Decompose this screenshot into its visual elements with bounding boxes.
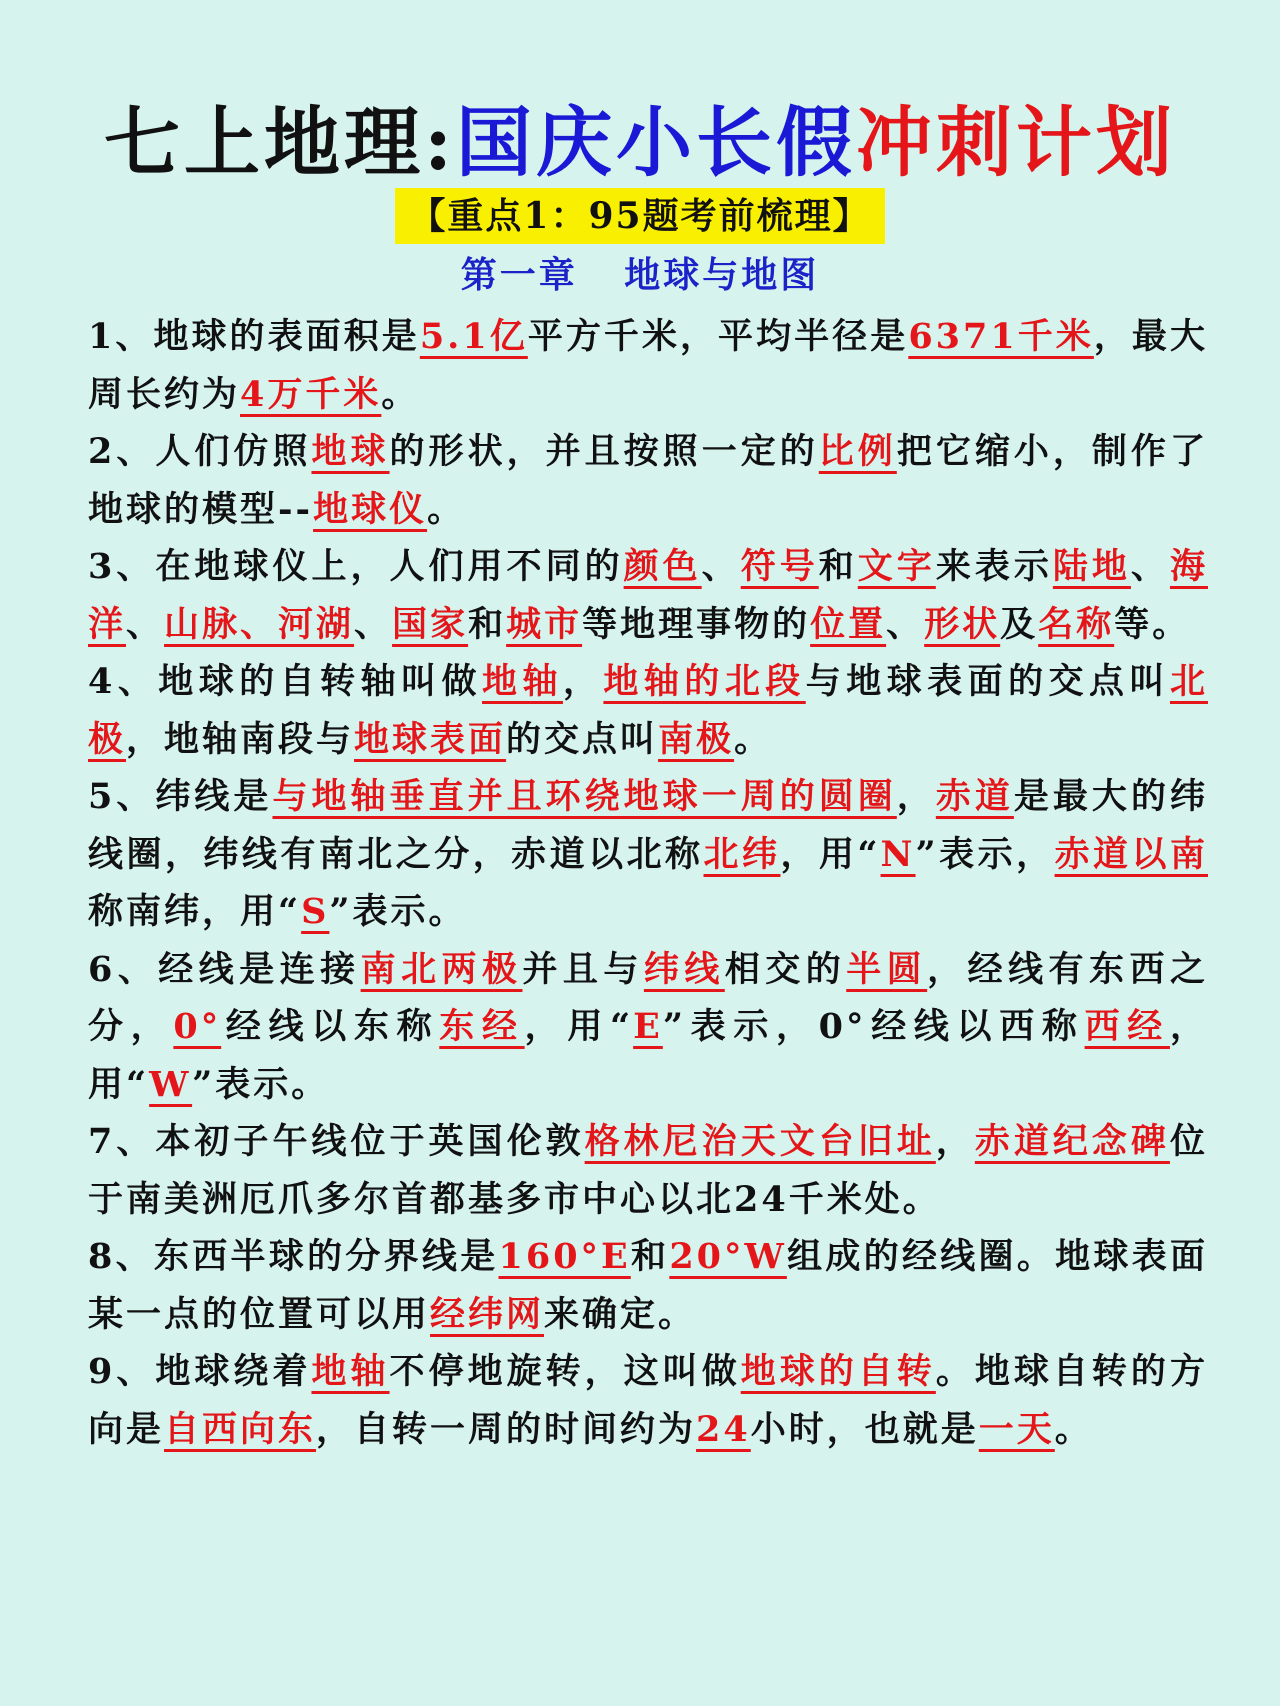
question-text: 2、人们仿照 [88, 431, 312, 472]
question-text: 和 [468, 603, 507, 645]
answer-highlight: 地球 [311, 431, 390, 472]
question-text: 并且与 [522, 948, 644, 990]
answer-highlight: 形状 [924, 603, 1001, 645]
question-text: 、 [1130, 546, 1170, 587]
question-text: 、 [701, 546, 741, 587]
answer-highlight: 与地轴垂直并且环绕地球一周的圆圈 [272, 776, 897, 817]
chapter-heading: 第一章 地球与地图 [460, 254, 820, 296]
question-text: 7、本初子午线位于英国伦敦 [88, 1121, 585, 1162]
question-text: ，经线有东西之分， [88, 948, 1208, 1047]
title-part-holiday: 国庆小长假 [456, 98, 857, 187]
question-text: 、 [886, 603, 925, 645]
title-part-plan: 冲刺计划 [856, 98, 1177, 187]
answer-highlight: 海洋 [88, 546, 1208, 645]
answer-highlight: 24 [696, 1408, 751, 1450]
answer-highlight: 一天 [978, 1408, 1055, 1450]
answer-highlight: 160°E [498, 1236, 631, 1277]
question-text: 9、地球绕着 [88, 1351, 312, 1392]
answer-highlight: 南极 [658, 718, 735, 760]
question-text: 1、地球的表面积是 [88, 316, 420, 357]
answer-highlight: 6371千米 [908, 316, 1094, 357]
answer-highlight: N [880, 833, 916, 875]
answer-highlight: 南北两极 [360, 948, 523, 990]
question-text: ，用“ [88, 1006, 1208, 1105]
question-text: ，自转一周的时间约为 [316, 1408, 697, 1450]
question-text: 等地理事物的 [582, 603, 811, 645]
key-point-badge: 【重点1：95题考前梳理】 [395, 188, 884, 244]
answer-highlight: 颜色 [623, 546, 702, 587]
answer-highlight: 地轴 [482, 661, 563, 702]
question-text: 。 [734, 718, 773, 760]
question-text: 把它缩小，制作了地球的模型-- [88, 431, 1208, 530]
question-item [88, 1113, 1208, 1228]
question-item [88, 1228, 1208, 1343]
question-text: ”表示。 [329, 891, 467, 932]
question-text: 8、东西半球的分界线是 [88, 1236, 499, 1277]
question-text: ，用“ [780, 833, 881, 875]
question-text: 位于南美洲厄爪多尔首都基多市中心以北24千米处。 [88, 1121, 1208, 1220]
answer-highlight: W [149, 1063, 193, 1105]
question-item [88, 768, 1208, 941]
question-text: 是最大的纬线圈，纬线有南北之分，赤道以北称 [88, 776, 1208, 875]
question-text: 6、经线是连接 [88, 948, 361, 990]
answer-highlight: 半圆 [846, 948, 928, 990]
answer-highlight: 地轴 [311, 1351, 390, 1392]
question-item [88, 941, 1208, 1114]
question-text: 经线以东称 [221, 1006, 440, 1047]
question-text: 、 [354, 603, 393, 645]
question-text: 称南纬，用“ [88, 891, 302, 932]
question-item [88, 423, 1208, 538]
answer-highlight: 地球的自转 [740, 1351, 936, 1392]
question-text: 的形状，并且按照一定的 [389, 431, 819, 472]
question-text: 及 [1000, 603, 1039, 645]
question-text: 。 [1054, 1408, 1093, 1450]
question-item [88, 1343, 1208, 1458]
question-text: 组成的经线圈。地球表面某一点的位置可以用 [88, 1236, 1208, 1335]
question-text: 3、在地球仪上，人们用不同的 [88, 546, 624, 587]
answer-highlight: 比例 [818, 431, 897, 472]
answer-highlight: S [301, 891, 330, 932]
question-text: ， [935, 1121, 975, 1162]
question-text: ，最大周长约为 [88, 316, 1208, 415]
page-title [0, 98, 1280, 188]
question-text: ”表示， [915, 833, 1055, 875]
question-list [88, 308, 1208, 1458]
answer-highlight: 地球表面 [354, 718, 507, 760]
answer-highlight: E [633, 1006, 663, 1047]
answer-highlight: 格林尼治天文台旧址 [584, 1121, 936, 1162]
question-text: 的交点叫 [506, 718, 659, 760]
answer-highlight: 赤道 [935, 776, 1014, 817]
answer-highlight: 自西向东 [164, 1408, 317, 1450]
question-text: 相交的 [724, 948, 847, 990]
question-text: ，用“ [524, 1006, 634, 1047]
answer-highlight: 西经 [1084, 1006, 1170, 1047]
question-item [88, 308, 1208, 423]
question-text: ，地轴南段与 [126, 718, 355, 760]
question-text: 不停地旋转，这叫做 [389, 1351, 741, 1392]
answer-highlight: 20°W [669, 1236, 787, 1277]
answer-highlight: 文字 [857, 546, 936, 587]
question-text: 。地球自转的方向是 [88, 1351, 1208, 1450]
answer-highlight: 陆地 [1052, 546, 1131, 587]
question-text: 、 [126, 603, 165, 645]
question-text: 与地球表面的交点叫 [805, 661, 1170, 702]
answer-highlight: 5.1亿 [419, 316, 528, 357]
question-text: ”表示，0°经线以西称 [662, 1006, 1085, 1047]
question-text: 平方千米，平均半径是 [527, 316, 909, 357]
answer-highlight: 赤道以南 [1054, 833, 1208, 875]
question-text: 。 [381, 373, 420, 415]
answer-highlight: 山脉、河湖 [164, 603, 355, 645]
badge-row [0, 188, 1280, 244]
answer-highlight: 地球仪 [313, 488, 428, 530]
answer-highlight: 4万千米 [240, 373, 382, 415]
answer-highlight: 纬线 [643, 948, 725, 990]
question-text: ， [896, 776, 936, 817]
question-text: 来确定。 [544, 1293, 697, 1335]
answer-highlight: 地轴的北段 [603, 661, 806, 702]
answer-highlight: 赤道纪念碑 [974, 1121, 1170, 1162]
answer-highlight: 北纬 [703, 833, 781, 875]
answer-highlight: 名称 [1038, 603, 1115, 645]
question-item [88, 538, 1208, 653]
question-text: 。 [427, 488, 466, 530]
answer-highlight: 经纬网 [430, 1293, 545, 1335]
answer-highlight: 位置 [810, 603, 887, 645]
answer-highlight: 0° [173, 1006, 222, 1047]
answer-highlight: 国家 [392, 603, 469, 645]
title-part-subject: 七上地理: [103, 98, 457, 187]
answer-highlight: 符号 [740, 546, 819, 587]
question-item [88, 653, 1208, 768]
question-text: 4、地球的自转轴叫做 [88, 661, 483, 702]
question-text: ”表示。 [192, 1063, 330, 1105]
answer-highlight: 东经 [439, 1006, 525, 1047]
question-text: 和 [630, 1236, 670, 1277]
answer-highlight: 城市 [506, 603, 583, 645]
question-text: ， [562, 661, 604, 702]
question-text: 来表示 [935, 546, 1053, 587]
question-text: 和 [818, 546, 858, 587]
question-text: 5、纬线是 [88, 776, 273, 817]
answer-highlight: 北极 [88, 661, 1208, 760]
question-text: 小时，也就是 [750, 1408, 979, 1450]
question-text: 等。 [1114, 603, 1191, 645]
